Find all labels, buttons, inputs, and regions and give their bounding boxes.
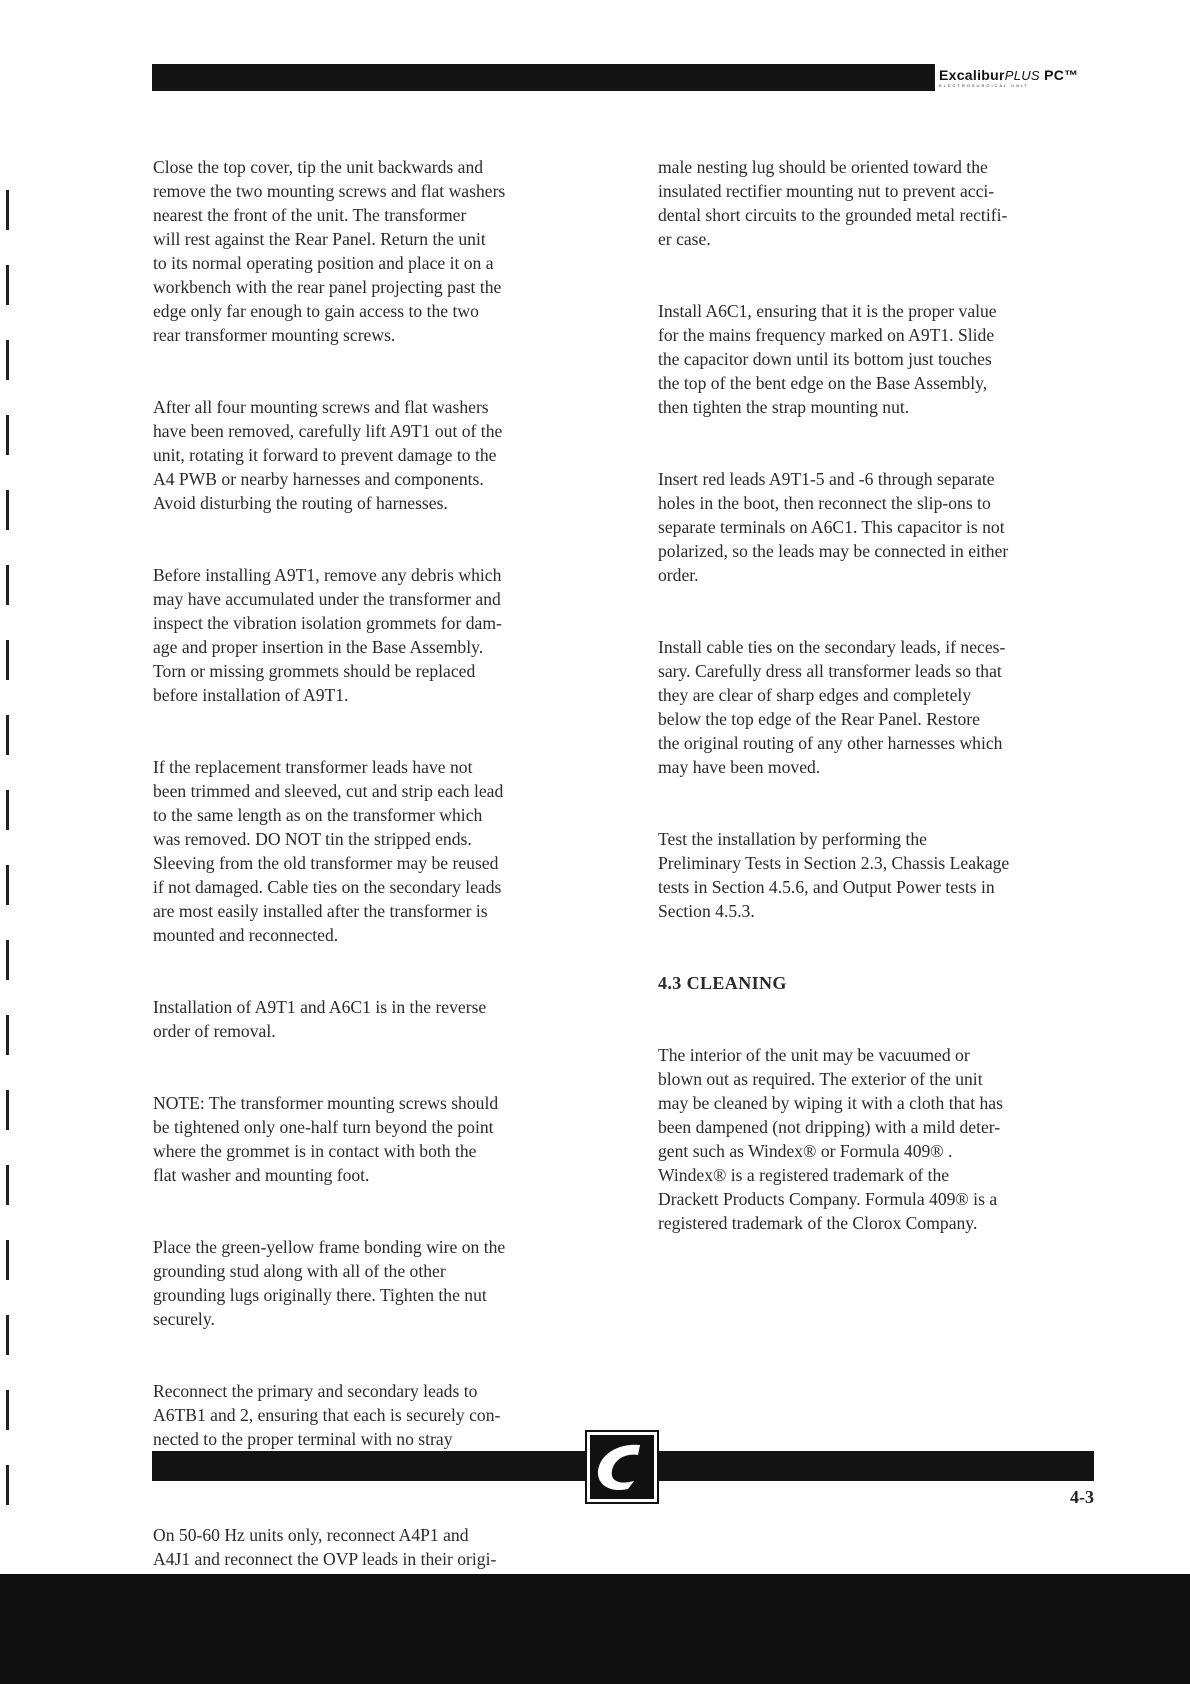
page-number: 4-3 (1070, 1487, 1094, 1507)
paragraph: Close the top cover, tip the unit backwards and remove the two mounting screws and flat washers nearest the front of the unit. The transformer will rest against the Rear Panel. Return the unit to its normal operating position and place it on a workbench with the rear panel projecting past the edge only far enough to gain access to the two rear transformer mounting screws. (153, 157, 506, 345)
brand-name: ExcaliburPLUS PC™ (939, 66, 1079, 83)
paragraph: NOTE: The transformer mounting screws should be tightened only one-half turn beyond the point where the grommet is in contact with both the flat washer and mounting foot. (153, 1093, 499, 1185)
right-column (658, 131, 1098, 1283)
paragraph: Install cable ties on the secondary leads, if neces- sary. Carefully dress all transformer leads so that they are clear of sharp edges and completely below the top edge of the Rear Panel. Restore the original routing of any other harnesses which may have been moved. (658, 637, 1006, 777)
scan-margin-marks (0, 120, 20, 1550)
paragraph: On 50-60 Hz units only, reconnect A4P1 and A4J1 and reconnect the OVP leads in their origi- (153, 1525, 497, 1569)
paragraph: Before installing A9T1, remove any debris which may have accumulated under the transformer and inspect the vibration isolation grommets for dam- age and proper insertion in the Base Assembly. Torn or missing grommets should be replaced before installation of A9T1. (153, 565, 502, 705)
paragraph: The interior of the unit may be vacuumed or blown out as required. The exterior of the unit may be cleaned by wiping it with a cloth that has been dampened (not dripping) with a mild deter- gent such as Windex® or Formula 409® . Windex® is a registered trademark of the Drackett Products Company. Formula 409® is a registered trademark of the Clorox Company. (658, 1045, 1003, 1233)
paragraph: Installation of A9T1 and A6C1 is in the reverse order of removal. (153, 997, 487, 1041)
paragraph: Test the installation by performing the Preliminary Tests in Section 2.3, Chassis Leakage tests in Section 4.5.6, and Output Power tests in Section 4.5.3. (658, 829, 1010, 921)
paragraph: Insert red leads A9T1-5 and -6 through separate holes in the boot, then reconnect the slip-ons to separate terminals on A6C1. This capacitor is not polarized, so the leads may be connected in either order. (658, 469, 1009, 585)
brand-tagline: ELECTROSURGICAL UNIT (939, 82, 1029, 88)
paragraph: Place the green-yellow frame bonding wire on the grounding stud along with all of the other grounding lugs originally there. Tighten the nut securely. (153, 1237, 506, 1329)
section-heading: 4.3 CLEANING (658, 973, 787, 993)
paragraph: Reconnect the primary and secondary leads to A6TB1 and 2, ensuring that each is securely con- nected to the proper terminal with no stray (153, 1381, 501, 1449)
brand-logo (935, 64, 1090, 91)
paragraph: After all four mounting screws and flat washers have been removed, carefully lift A9T1 out of the unit, rotating it forward to prevent damage to the A4 PWB or nearby harnesses and components. Avoid disturbing the routing of harnesses. (153, 397, 503, 513)
paragraph: If the replacement transformer leads have not been trimmed and sleeved, cut and strip each lead to the same length as on the transformer which was removed. DO NOT tin the stripped ends. Sleeving from the old transformer may be reused if not damaged. Cable ties on the secondary leads are most easily installed after the transformer is mounted and reconnected. (153, 757, 504, 945)
company-logo-icon (587, 1432, 657, 1502)
paragraph: male nesting lug should be oriented toward the insulated rectifier mounting nut to prevent acci- dental short circuits to the grounded metal rectifi- er case. (658, 157, 1008, 249)
scan-bottom-band (0, 1574, 1190, 1684)
left-column (153, 131, 593, 1643)
paragraph: Install A6C1, ensuring that it is the proper value for the mains frequency marked on A9T1. Slide the capacitor down until its bottom just touches the top of the bent edge on the Base Assembly, then tighten the strap mounting nut. (658, 301, 997, 417)
